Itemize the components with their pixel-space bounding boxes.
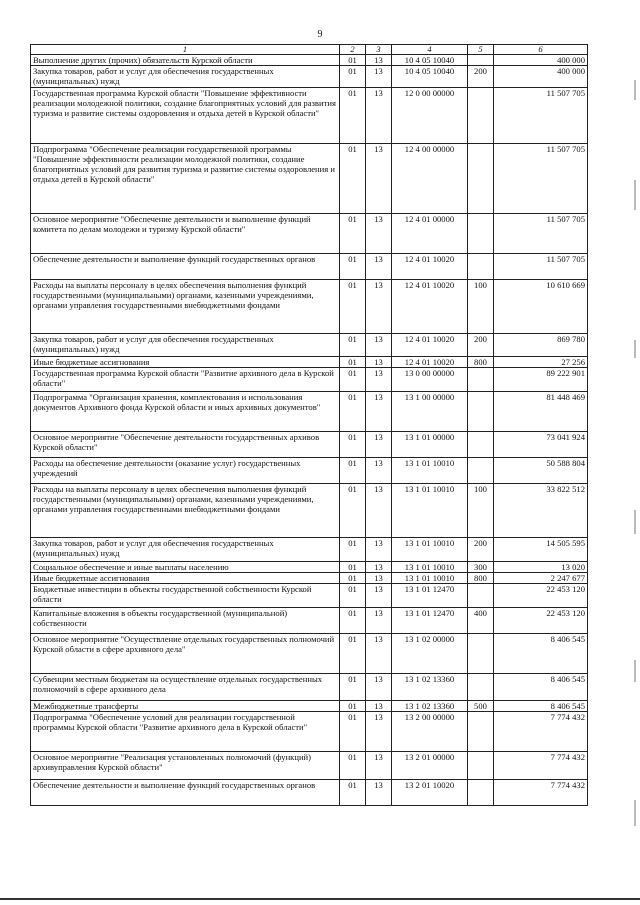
row-name: Обеспечение деятельности и выполнение функций государственных органов [31, 780, 340, 806]
row-name: Иные бюджетные ассигнования [31, 573, 340, 584]
row-subsection: 13 [366, 458, 392, 484]
row-expense-type: 300 [468, 562, 494, 573]
row-subsection: 13 [366, 214, 392, 254]
row-subsection: 13 [366, 55, 392, 66]
row-expense-type: 800 [468, 573, 494, 584]
row-subsection: 13 [366, 712, 392, 752]
row-section: 01 [340, 573, 366, 584]
row-expense-type [468, 634, 494, 674]
row-subsection: 13 [366, 701, 392, 712]
row-sum: 2 247 677 [494, 573, 588, 584]
table-row [31, 66, 588, 88]
row-name: Межбюджетные трансферты [31, 701, 340, 712]
row-expense-type: 200 [468, 538, 494, 562]
row-expense-type: 500 [468, 701, 494, 712]
table-row [31, 88, 588, 144]
header-col-3: 3 [366, 45, 392, 55]
row-section: 01 [340, 392, 366, 432]
row-section: 01 [340, 254, 366, 280]
scan-edge-marks [634, 40, 637, 880]
row-sum: 22 453 120 [494, 584, 588, 608]
row-section: 01 [340, 280, 366, 334]
row-name: Основное мероприятие "Осуществление отдельных государственных полномочий Курской области в сфере архивного дела" [31, 634, 340, 674]
row-expense-type [468, 254, 494, 280]
row-target-article: 13 1 02 13360 [392, 674, 468, 701]
bottom-rule [0, 898, 640, 900]
row-target-article: 13 1 00 00000 [392, 392, 468, 432]
row-name: Государственная программа Курской области "Развитие архивного дела в Курской области" [31, 368, 340, 392]
row-sum: 7 774 432 [494, 780, 588, 806]
row-section: 01 [340, 701, 366, 712]
table-row [31, 752, 588, 780]
row-target-article: 12 4 01 10020 [392, 280, 468, 334]
row-target-article: 12 0 00 00000 [392, 88, 468, 144]
table-row [31, 484, 588, 538]
row-section: 01 [340, 712, 366, 752]
row-expense-type [468, 55, 494, 66]
row-section: 01 [340, 334, 366, 357]
row-target-article: 12 4 01 00000 [392, 214, 468, 254]
row-name: Подпрограмма "Организация хранения, комплектования и использования документов Архивного фонда Курской области и иных архивных документов" [31, 392, 340, 432]
row-target-article: 13 1 01 12470 [392, 584, 468, 608]
row-sum: 33 822 512 [494, 484, 588, 538]
row-target-article: 13 2 01 00000 [392, 752, 468, 780]
row-sum: 89 222 901 [494, 368, 588, 392]
table-row [31, 280, 588, 334]
row-expense-type [468, 458, 494, 484]
row-target-article: 10 4 05 10040 [392, 55, 468, 66]
table-row [31, 674, 588, 701]
row-expense-type [468, 392, 494, 432]
row-subsection: 13 [366, 608, 392, 634]
table-row [31, 55, 588, 66]
row-subsection: 13 [366, 254, 392, 280]
row-expense-type: 200 [468, 334, 494, 357]
row-expense-type [468, 674, 494, 701]
row-sum: 11 507 705 [494, 88, 588, 144]
row-section: 01 [340, 55, 366, 66]
row-subsection: 13 [366, 368, 392, 392]
row-target-article: 13 1 02 00000 [392, 634, 468, 674]
header-col-5: 5 [468, 45, 494, 55]
row-subsection: 13 [366, 66, 392, 88]
row-target-article: 12 4 01 10020 [392, 334, 468, 357]
row-section: 01 [340, 144, 366, 214]
row-sum: 400 000 [494, 55, 588, 66]
row-name: Расходы на выплаты персоналу в целях обеспечения выполнения функций государственными (муниципальными) органами, казенными учреждениями, органами управления государственными внебюджетными фондами [31, 280, 340, 334]
row-section: 01 [340, 357, 366, 368]
row-target-article: 13 1 02 13360 [392, 701, 468, 712]
row-subsection: 13 [366, 584, 392, 608]
row-subsection: 13 [366, 432, 392, 458]
row-name: Подпрограмма "Обеспечение реализации государственной программы "Повышение эффективности реализации молодежной политики, создание благоприятных условий для развития туризма и развитие системы оздоровления и отдыха детей в Курской области" [31, 144, 340, 214]
row-expense-type: 800 [468, 357, 494, 368]
header-col-6: 6 [494, 45, 588, 55]
row-target-article: 13 1 01 12470 [392, 608, 468, 634]
row-sum: 73 041 924 [494, 432, 588, 458]
row-name: Субвенции местным бюджетам на осуществление отдельных государственных полномочий в сфере архивного дела [31, 674, 340, 701]
row-section: 01 [340, 634, 366, 674]
row-name: Выполнение других (прочих) обязательств Курской области [31, 55, 340, 66]
table-row [31, 254, 588, 280]
table-header-row [31, 45, 588, 55]
row-subsection: 13 [366, 573, 392, 584]
row-section: 01 [340, 674, 366, 701]
row-section: 01 [340, 458, 366, 484]
table-row [31, 458, 588, 484]
row-name: Подпрограмма "Обеспечение условий для реализации государственной программы Курской области "Развитие архивного дела в Курской области" [31, 712, 340, 752]
page-number: 9 [317, 29, 323, 40]
row-sum: 10 610 669 [494, 280, 588, 334]
row-target-article: 13 0 00 00000 [392, 368, 468, 392]
table-row [31, 562, 588, 573]
row-name: Обеспечение деятельности и выполнение функций государственных органов [31, 254, 340, 280]
row-name: Расходы на выплаты персоналу в целях обеспечения выполнения функций государственными (муниципальными) органами, казенными учреждениями, органами управления государственными внебюджетными фондами [31, 484, 340, 538]
row-target-article: 13 2 00 00000 [392, 712, 468, 752]
row-expense-type: 100 [468, 280, 494, 334]
row-expense-type: 100 [468, 484, 494, 538]
row-sum: 50 588 804 [494, 458, 588, 484]
row-sum: 8 406 545 [494, 674, 588, 701]
row-sum: 8 406 545 [494, 634, 588, 674]
row-name: Закупка товаров, работ и услуг для обеспечения государственных (муниципальных) нужд [31, 66, 340, 88]
table-row [31, 780, 588, 806]
row-name: Закупка товаров, работ и услуг для обеспечения государственных (муниципальных) нужд [31, 334, 340, 357]
table-row [31, 634, 588, 674]
row-section: 01 [340, 538, 366, 562]
row-section: 01 [340, 66, 366, 88]
row-subsection: 13 [366, 334, 392, 357]
row-target-article: 13 2 01 10020 [392, 780, 468, 806]
row-expense-type [468, 432, 494, 458]
table-row [31, 432, 588, 458]
row-sum: 11 507 705 [494, 144, 588, 214]
row-target-article: 13 1 01 10010 [392, 562, 468, 573]
row-name: Социальное обеспечение и иные выплаты населению [31, 562, 340, 573]
row-expense-type [468, 368, 494, 392]
row-expense-type [468, 144, 494, 214]
table-row [31, 712, 588, 752]
row-expense-type [468, 780, 494, 806]
row-subsection: 13 [366, 144, 392, 214]
row-section: 01 [340, 214, 366, 254]
table-row [31, 608, 588, 634]
row-section: 01 [340, 484, 366, 538]
row-expense-type [468, 584, 494, 608]
row-subsection: 13 [366, 780, 392, 806]
header-col-4: 4 [392, 45, 468, 55]
row-name: Основное мероприятие "Обеспечение деятельности государственных архивов Курской области" [31, 432, 340, 458]
row-target-article: 12 4 01 10020 [392, 254, 468, 280]
row-section: 01 [340, 368, 366, 392]
row-sum: 14 505 595 [494, 538, 588, 562]
row-sum: 11 507 705 [494, 254, 588, 280]
row-sum: 22 453 120 [494, 608, 588, 634]
row-subsection: 13 [366, 634, 392, 674]
row-target-article: 13 1 01 10010 [392, 538, 468, 562]
table-row [31, 214, 588, 254]
row-subsection: 13 [366, 562, 392, 573]
row-sum: 8 406 545 [494, 701, 588, 712]
row-sum: 11 507 705 [494, 214, 588, 254]
row-subsection: 13 [366, 88, 392, 144]
row-target-article: 12 4 00 00000 [392, 144, 468, 214]
row-name: Закупка товаров, работ и услуг для обеспечения государственных (муниципальных) нужд [31, 538, 340, 562]
table-row [31, 538, 588, 562]
row-target-article: 13 1 01 10010 [392, 573, 468, 584]
row-name: Государственная программа Курской области "Повышение эффективности реализации молодежной политики, создание благоприятных условий для развития туризма и развитие системы оздоровления и отдыха детей в Курской области" [31, 88, 340, 144]
table-row [31, 144, 588, 214]
row-sum: 400 000 [494, 66, 588, 88]
row-target-article: 13 1 01 10010 [392, 458, 468, 484]
row-target-article: 10 4 05 10040 [392, 66, 468, 88]
row-name: Основное мероприятие "Реализация установленных полномочий (функций) архивуправления Курской области" [31, 752, 340, 780]
row-sum: 27 256 [494, 357, 588, 368]
row-section: 01 [340, 432, 366, 458]
row-sum: 869 780 [494, 334, 588, 357]
row-expense-type: 200 [468, 66, 494, 88]
table-row [31, 334, 588, 357]
table-row [31, 392, 588, 432]
row-section: 01 [340, 584, 366, 608]
row-section: 01 [340, 88, 366, 144]
row-expense-type: 400 [468, 608, 494, 634]
row-section: 01 [340, 752, 366, 780]
row-subsection: 13 [366, 357, 392, 368]
table-row [31, 357, 588, 368]
table-row [31, 701, 588, 712]
row-subsection: 13 [366, 280, 392, 334]
row-subsection: 13 [366, 752, 392, 780]
row-target-article: 12 4 01 10020 [392, 357, 468, 368]
row-subsection: 13 [366, 538, 392, 562]
budget-table [30, 44, 588, 806]
row-expense-type [468, 214, 494, 254]
row-section: 01 [340, 608, 366, 634]
row-name: Бюджетные инвестиции в объекты государственной собственности Курской области [31, 584, 340, 608]
table-row [31, 368, 588, 392]
row-expense-type [468, 752, 494, 780]
row-sum: 7 774 432 [494, 752, 588, 780]
table-row [31, 573, 588, 584]
row-sum: 13 020 [494, 562, 588, 573]
table-row [31, 584, 588, 608]
header-col-1: 1 [31, 45, 340, 55]
row-target-article: 13 1 01 10010 [392, 484, 468, 538]
row-sum: 81 448 469 [494, 392, 588, 432]
row-name: Основное мероприятие "Обеспечение деятельности и выполнение функций комитета по делам молодежи и туризму Курской области" [31, 214, 340, 254]
row-section: 01 [340, 780, 366, 806]
row-target-article: 13 1 01 00000 [392, 432, 468, 458]
row-expense-type [468, 712, 494, 752]
row-name: Капитальные вложения в объекты государственной (муниципальной) собственности [31, 608, 340, 634]
row-sum: 7 774 432 [494, 712, 588, 752]
row-name: Расходы на обеспечение деятельности (оказание услуг) государственных учреждений [31, 458, 340, 484]
header-col-2: 2 [340, 45, 366, 55]
row-subsection: 13 [366, 484, 392, 538]
row-subsection: 13 [366, 392, 392, 432]
row-section: 01 [340, 562, 366, 573]
row-name: Иные бюджетные ассигнования [31, 357, 340, 368]
row-subsection: 13 [366, 674, 392, 701]
row-expense-type [468, 88, 494, 144]
